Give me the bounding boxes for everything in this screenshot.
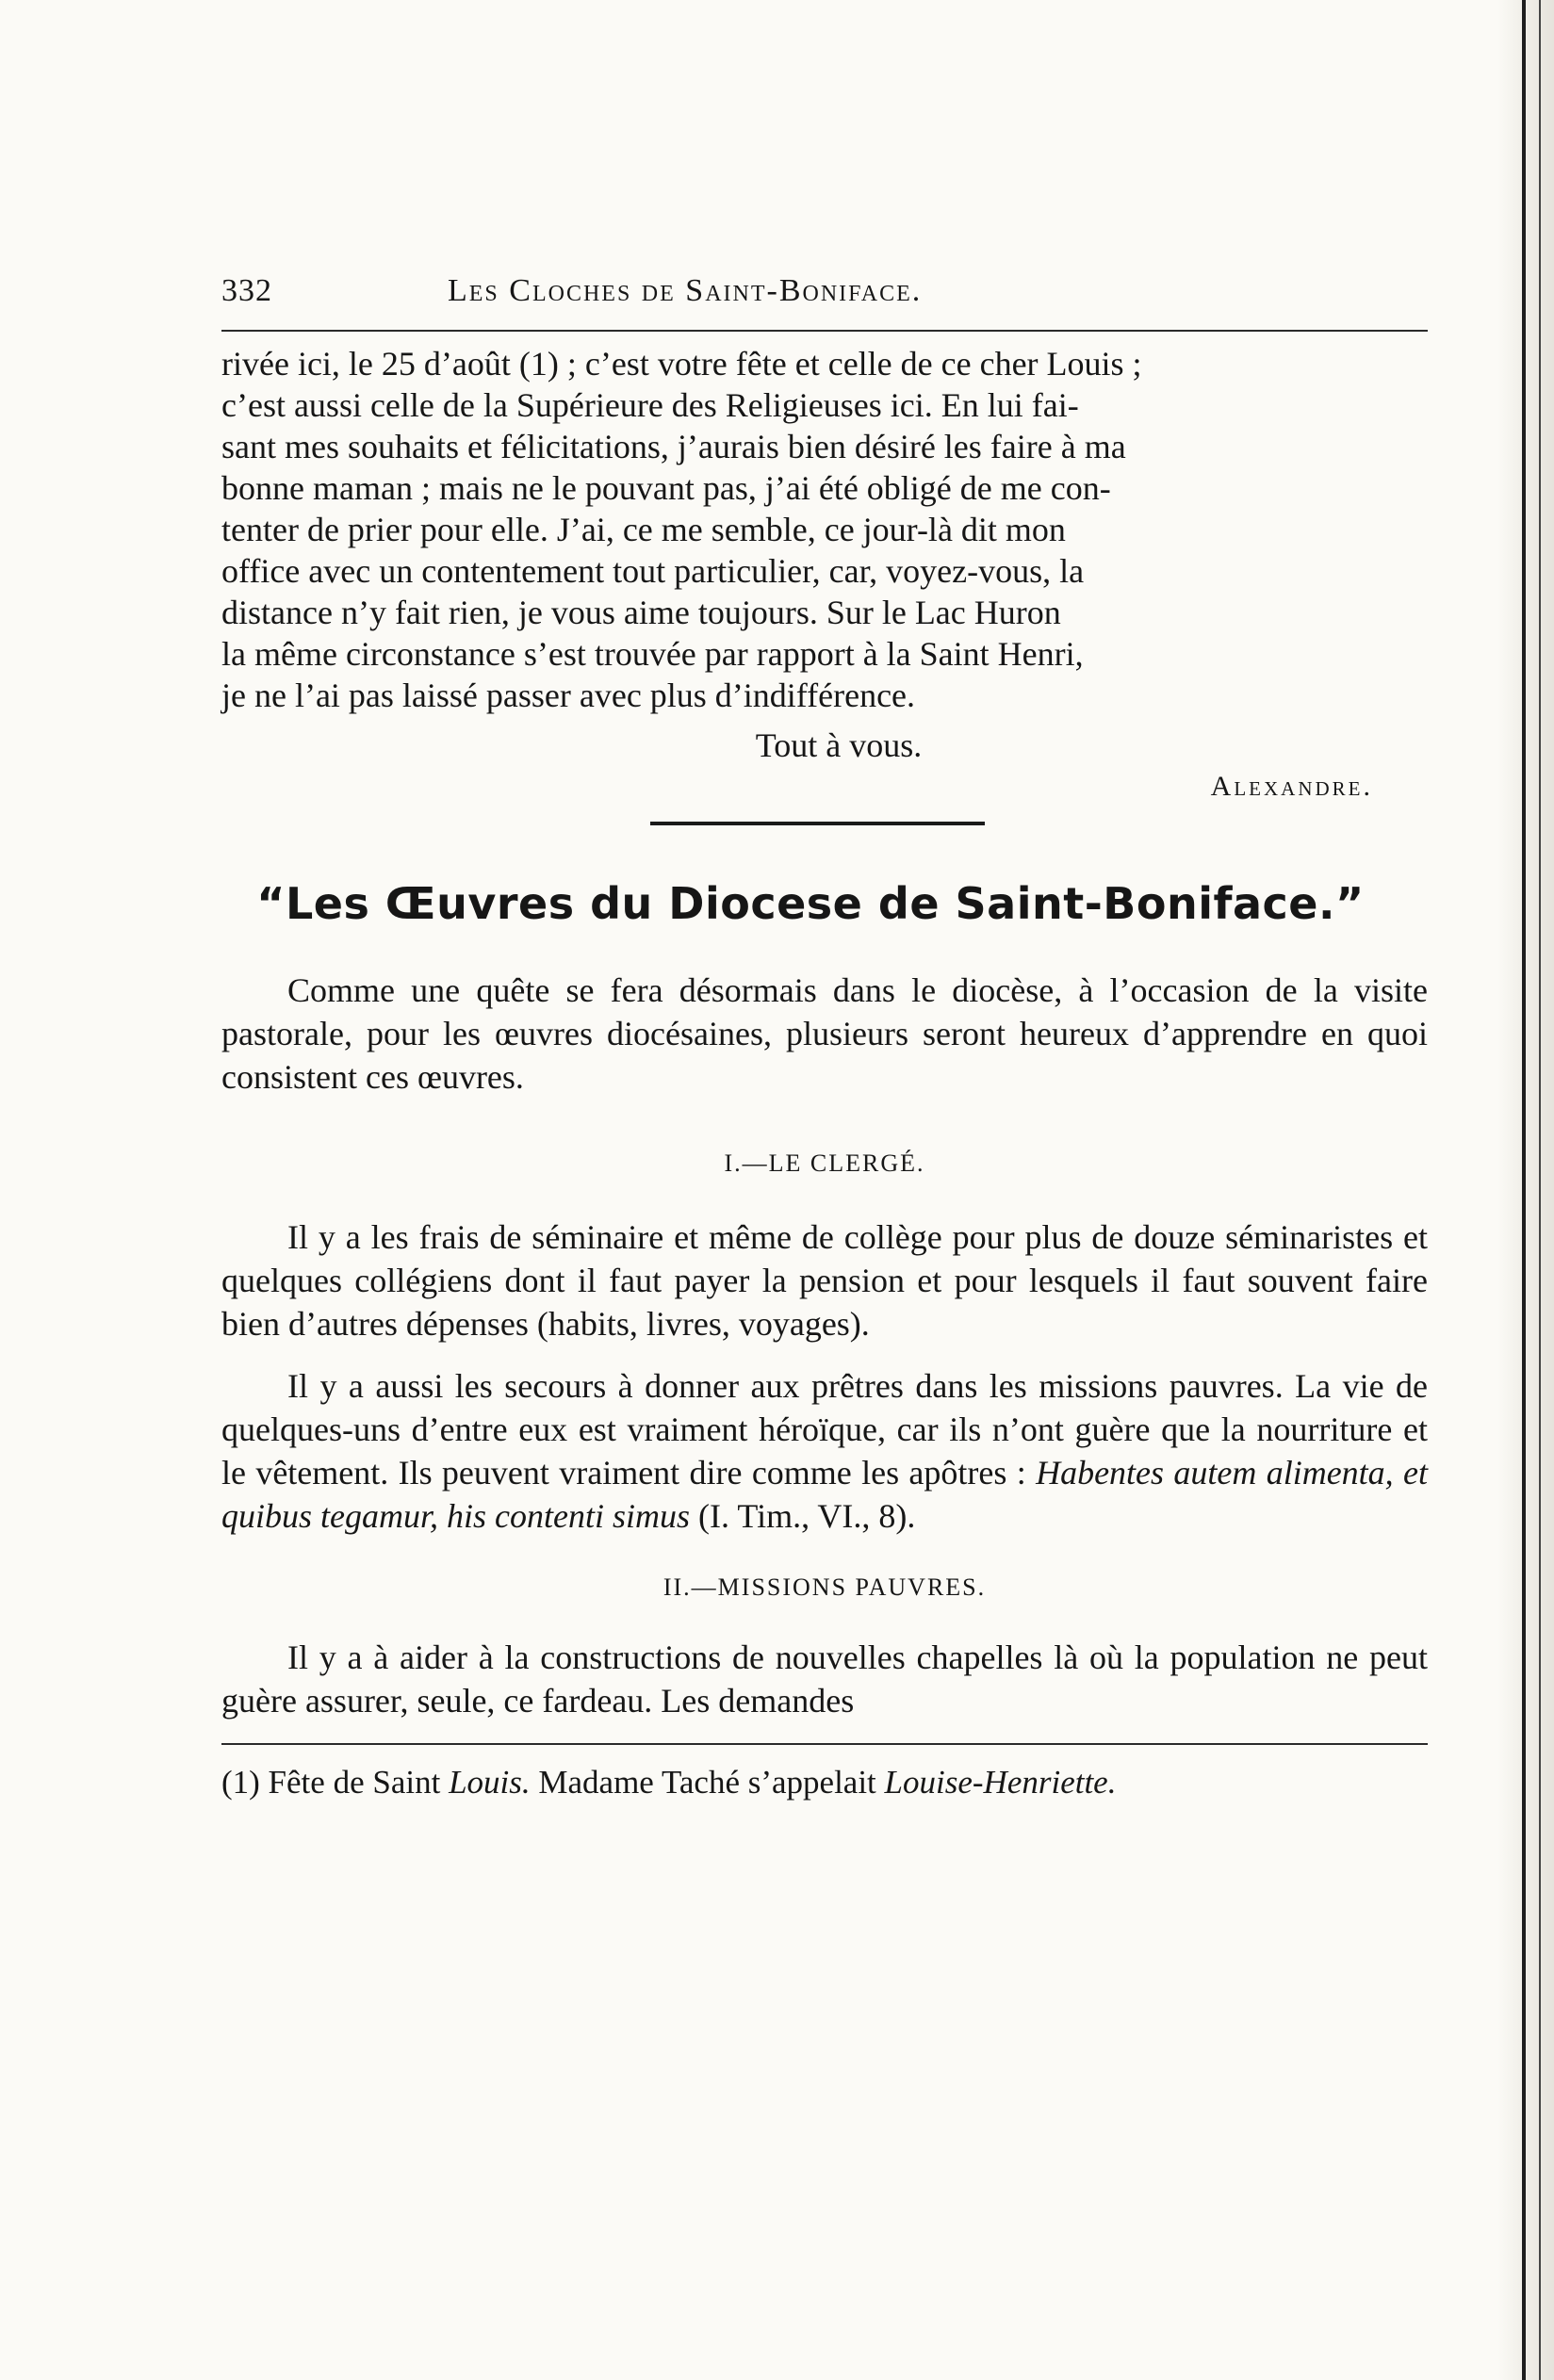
section-divider	[650, 822, 985, 825]
letter-signature: Alexandre.	[1210, 771, 1373, 802]
header-rule	[221, 330, 1428, 332]
missions-paragraph-1: Il y a à aider à la constructions de nouvelles chapelles là où la population ne peut guère assurer, seule, ce fardeau. Les demandes	[221, 1638, 1428, 1720]
page-number: 332	[221, 273, 272, 308]
footnote-marker: (1) Fête de Saint	[221, 1764, 450, 1801]
letter-line: c’est aussi celle de la Supérieure des Religieuses ici. En lui fai-	[221, 386, 1079, 424]
binding-edge-line	[1522, 0, 1526, 2380]
scripture-reference: (I. Tim., VI., 8).	[690, 1497, 916, 1535]
footnote-rule	[221, 1743, 1428, 1745]
running-head	[221, 273, 1428, 322]
clergy-paragraph-2-text: Il y a aussi les secours à donner aux prêtres dans les missions pauvres. La vie de quelques-uns d’entre eux est vraiment héroïque, car ils n’ont guère que la nourriture et le vêtement. Ils peuvent vraiment dire comme les apôtres :	[221, 1367, 1428, 1492]
letter-line: rivée ici, le 25 d’août (1) ; c’est votre fête et celle de ce cher Louis ;	[221, 345, 1142, 383]
footnote-name-louise-henriette: Louise-Henriette.	[884, 1764, 1117, 1801]
letter-closing: Tout à vous.	[755, 726, 923, 764]
letter-line: tenter de prier pour elle. J’ai, ce me semble, ce jour-là dit mon	[221, 511, 1066, 548]
running-title: Les Cloches de Saint-Boniface.	[448, 273, 923, 308]
binding-edge-line-thin	[1539, 0, 1541, 2380]
letter-line: office avec un contentement tout particulier, car, voyez-vous, la	[221, 552, 1085, 590]
clergy-paragraph-2	[221, 1364, 1428, 1538]
footnote-text: Madame Taché s’appelait	[530, 1764, 885, 1801]
scan-page-edge	[1497, 0, 1554, 2380]
footnote-name-louis: Louis.	[449, 1764, 531, 1801]
letter-line: je ne l’ai pas laissé passer avec plus d’indifférence.	[221, 677, 916, 714]
section-heading-missions: II.—MISSIONS PAUVRES.	[662, 1573, 987, 1601]
book-page	[221, 273, 1428, 1836]
letter-line: bonne maman ; mais ne le pouvant pas, j’ai été obligé de me con-	[221, 469, 1111, 507]
section-heading-clergy: I.—LE CLERGÉ.	[724, 1149, 925, 1177]
footnote	[221, 1762, 1428, 1803]
letter-line: sant mes souhaits et félicitations, j’aurais bien désiré les faire à ma	[221, 428, 1126, 465]
letter-line: distance n’y fait rien, je vous aime toujours. Sur le Lac Huron	[221, 594, 1061, 631]
latin-quotation: Habentes autem alimenta, et quibus tegamur, his contenti simus	[221, 1454, 1428, 1535]
letter-line: la même circonstance s’est trouvée par rapport à la Saint Henri,	[221, 635, 1084, 673]
article-title: “Les Œuvres du Diocese de Saint-Boniface.”	[256, 878, 1365, 929]
clergy-paragraph-1: Il y a les frais de séminaire et même de collège pour plus de douze séminaristes et quelques collégiens dont il faut payer la pension et pour lesquels il faut souvent faire bien d’autres dépenses (habits, livres, voyages).	[221, 1218, 1428, 1343]
article-intro: Comme une quête se fera désormais dans le diocèse, à l’occasion de la visite pastorale, pour les œuvres diocésaines, plusieurs seront heureux d’apprendre en quoi consistent ces œuvres.	[221, 971, 1428, 1096]
letter-continuation	[221, 343, 1428, 716]
